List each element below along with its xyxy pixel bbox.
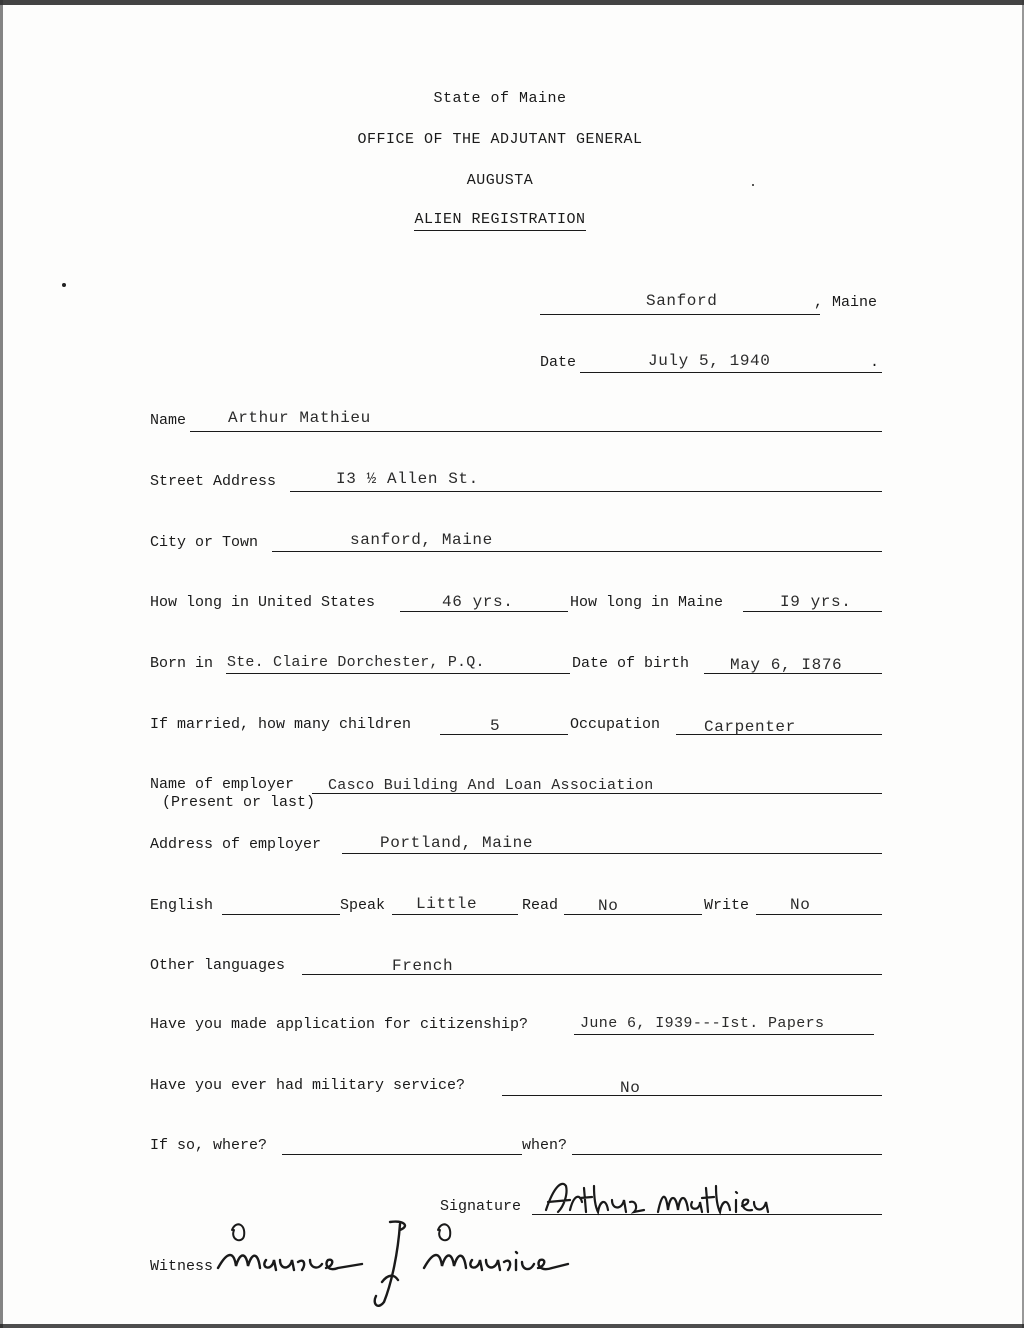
occupation-label: Occupation [570,716,661,733]
street-label: Street Address [150,473,277,490]
us-duration-label: How long in United States [150,594,376,611]
employer-address-line [342,853,882,854]
citizenship-value: June 6, I939---Ist. Papers [580,1015,825,1032]
english-line [222,914,340,915]
us-duration-line [400,611,568,612]
scan-edge-left [0,0,3,1328]
when-line [572,1154,882,1155]
city-label: City or Town [150,534,259,551]
speak-line [392,914,518,915]
header-state: State of Maine [433,90,567,107]
name-value: Arthur Mathieu [228,409,371,427]
when-label: when? [522,1137,568,1154]
maine-duration-line [743,611,882,612]
name-label: Name [150,412,187,429]
children-value: 5 [490,717,501,735]
military-line [502,1095,882,1096]
employer-label: Name of employer [150,776,295,793]
employer-address-label: Address of employer [150,836,322,853]
form-title-text: ALIEN REGISTRATION [414,211,585,231]
children-line [440,734,568,735]
where-line [282,1154,522,1155]
witness-handwriting-graphic [214,1212,574,1312]
occupation-value: Carpenter [704,718,796,736]
employer-sublabel: (Present or last) [162,794,316,811]
other-languages-line [302,974,882,975]
signature-handwriting-graphic [540,1180,790,1220]
speak-label: Speak [340,897,386,914]
born-in-label: Born in [150,655,214,672]
maine-duration-value: I9 yrs. [780,593,852,611]
signature-handwriting [540,1180,790,1225]
born-in-line [226,673,570,674]
header-city: AUGUSTA [466,172,534,189]
other-languages-label: Other languages [150,957,286,974]
date-value: July 5, 1940 [648,352,771,370]
write-line [756,914,882,915]
citizenship-line [574,1034,874,1035]
where-label: If so, where? [150,1137,268,1154]
dob-value: May 6, I876 [730,656,843,674]
scan-edge-bottom [0,1324,1024,1328]
children-label: If married, how many children [150,716,412,733]
read-label: Read [522,897,559,914]
employer-value: Casco Building And Loan Association [328,777,654,794]
scan-speck [62,283,66,287]
read-value: No [598,897,619,915]
place-line [540,314,820,315]
employer-address-value: Portland, Maine [380,834,534,852]
name-line [190,431,882,432]
write-value: No [790,896,811,914]
street-line [290,491,882,492]
scan-edge-top [0,0,1024,5]
citizenship-label: Have you made application for citizenship? [150,1016,529,1033]
place-value: Sanford [646,292,718,310]
speak-value: Little [416,895,478,913]
city-value: sanford, Maine [350,531,493,549]
header-office: OFFICE OF THE ADJUTANT GENERAL [357,131,643,148]
military-label: Have you ever had military service? [150,1077,466,1094]
born-in-value: Ste. Claire Dorchester, P.Q. [227,654,485,671]
us-duration-value: 46 yrs. [442,593,514,611]
maine-duration-label: How long in Maine [570,594,724,611]
english-label: English [150,897,214,914]
dob-label: Date of birth [572,655,690,672]
witness-label: Witness [150,1258,214,1275]
read-line [564,914,702,915]
place-suffix: , Maine [814,294,878,311]
other-languages-value: French [392,957,454,975]
street-value: I3 ½ Allen St. [336,470,479,488]
date-line [580,372,882,373]
signature-label: Signature [440,1198,522,1215]
date-end: . [870,354,880,371]
form-title [0,211,1000,228]
write-label: Write [704,897,750,914]
military-value: No [620,1079,641,1097]
witness-handwriting [214,1212,574,1317]
date-label: Date [540,354,577,371]
city-line [272,551,882,552]
